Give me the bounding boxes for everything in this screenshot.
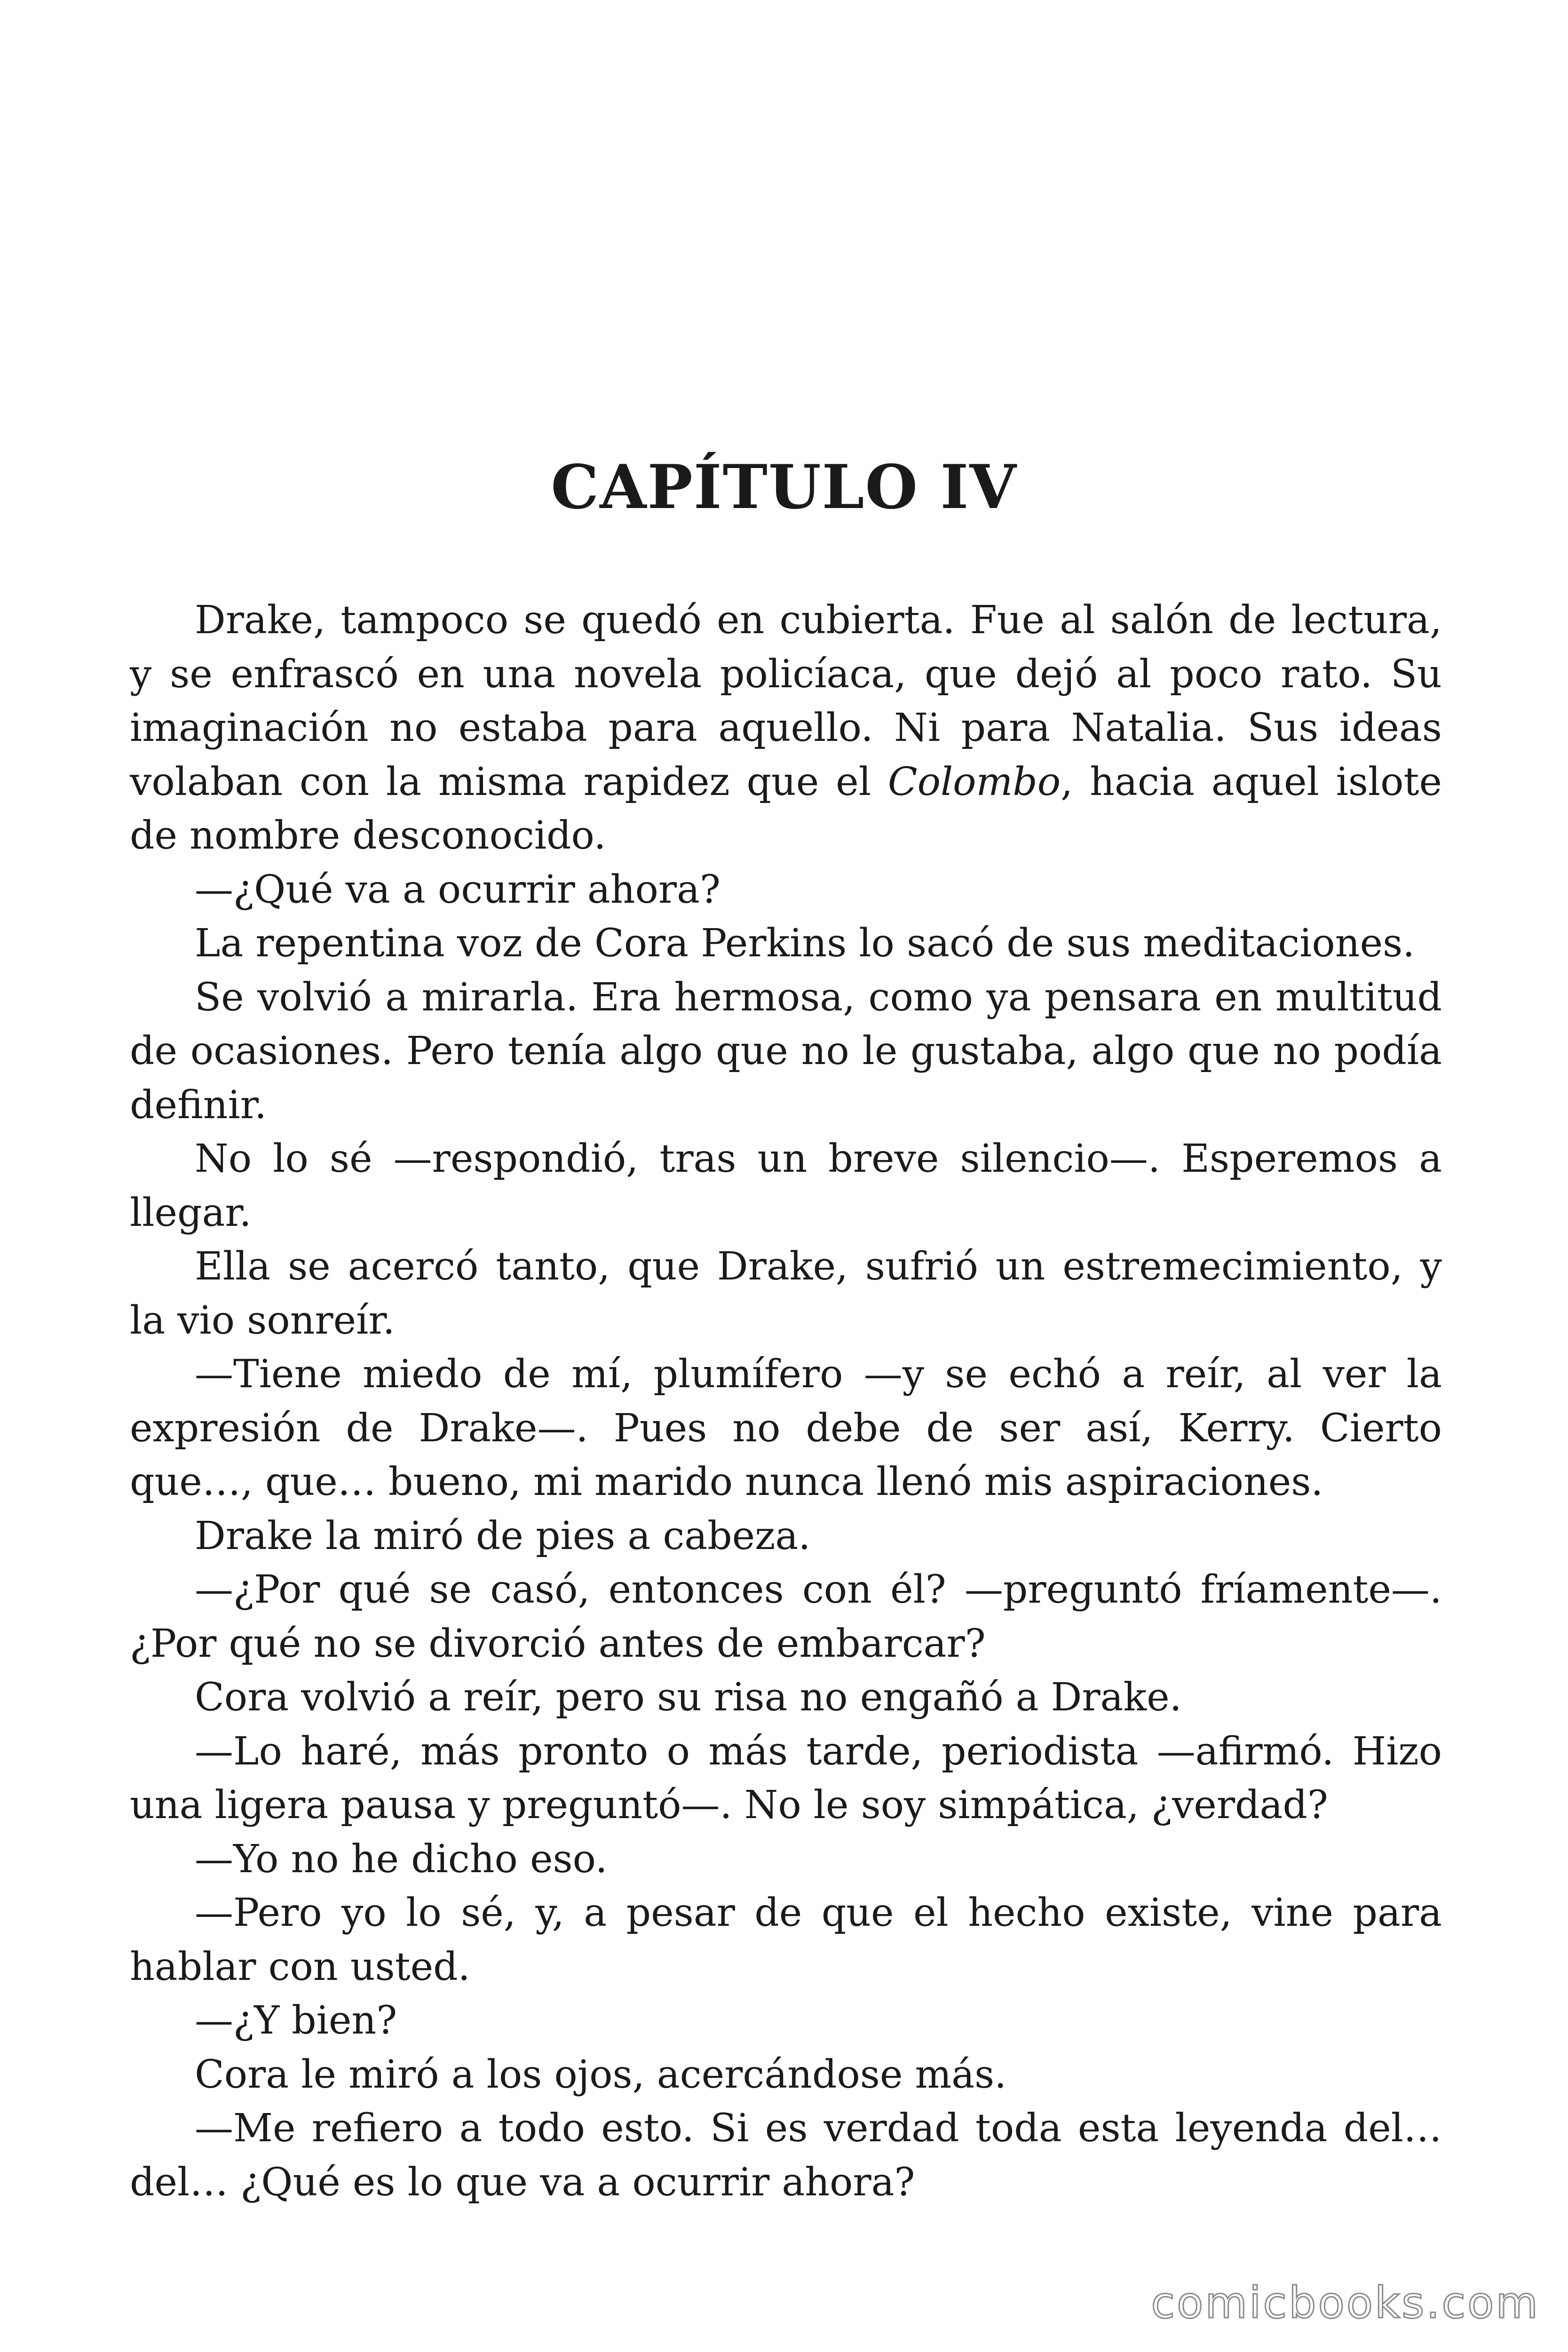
ship-name: Colombo: [887, 759, 1061, 804]
paragraph: Cora volvió a reír, pero su risa no engañó a Drake.: [195, 1675, 1182, 1720]
paragraph-text: Drake, tampoco se quedó en cubierta. Fue al salón de lectura, y se enfrascó en una novela policíaca, que dejó al poco rato. Su imaginación no estaba para aquello. Ni para Natalia. Sus ideas volaban con la misma rapidez que el: [130, 598, 1442, 804]
paragraph: [130, 594, 1442, 863]
paragraph: —¿Por qué se casó, entonces con él? —preguntó fríamente—. ¿Por qué no se divorció antes de embarcar?: [130, 1567, 1442, 1666]
paragraph-text: , hacia aquel islote de nombre desconocido.: [130, 759, 1442, 858]
paragraph: —Tiene miedo de mí, plumífero —y se echó a reír, al ver la expresión de Drake—. Pues no debe de ser así, Kerry. Cierto que…, que… bueno, mi marido nunca llenó mis aspiraciones.: [130, 1352, 1442, 1504]
paragraph: La repentina voz de Cora Perkins lo sacó de sus meditaciones.: [195, 921, 1415, 966]
paragraph: No lo sé —respondió, tras un breve silencio—. Esperemos a llegar.: [130, 1136, 1442, 1235]
chapter-title: CAPÍTULO IV: [551, 452, 1017, 523]
paragraph: —Me refiero a todo esto. Si es verdad toda esta leyenda del… del… ¿Qué es lo que va a ocurrir ahora?: [130, 2106, 1442, 2205]
paragraph: —Lo haré, más pronto o más tarde, periodista —afirmó. Hizo una ligera pausa y preguntó—. No le soy simpática, ¿verdad?: [130, 1729, 1442, 1828]
paragraph: Cora le miró a los ojos, acercándose más.: [195, 2052, 1007, 2097]
paragraph: Drake la miró de pies a cabeza.: [195, 1513, 811, 1558]
paragraph: —Yo no he dicho eso.: [195, 1836, 608, 1882]
paragraph: —¿Y bien?: [195, 1998, 397, 2043]
chapter-body: [130, 594, 1442, 2209]
paragraph: —Pero yo lo sé, y, a pesar de que el hecho existe, vine para hablar con usted.: [130, 1891, 1442, 1989]
paragraph: —¿Qué va a ocurrir ahora?: [195, 867, 721, 912]
paragraph: Se volvió a mirarla. Era hermosa, como ya pensara en multitud de ocasiones. Pero tenía algo que no le gustaba, algo que no podía definir.: [130, 975, 1442, 1128]
paragraph: Ella se acercó tanto, que Drake, sufrió un estremecimiento, y la vio sonreír.: [130, 1244, 1442, 1343]
watermark: comicbooks.com: [1151, 2278, 1540, 2328]
